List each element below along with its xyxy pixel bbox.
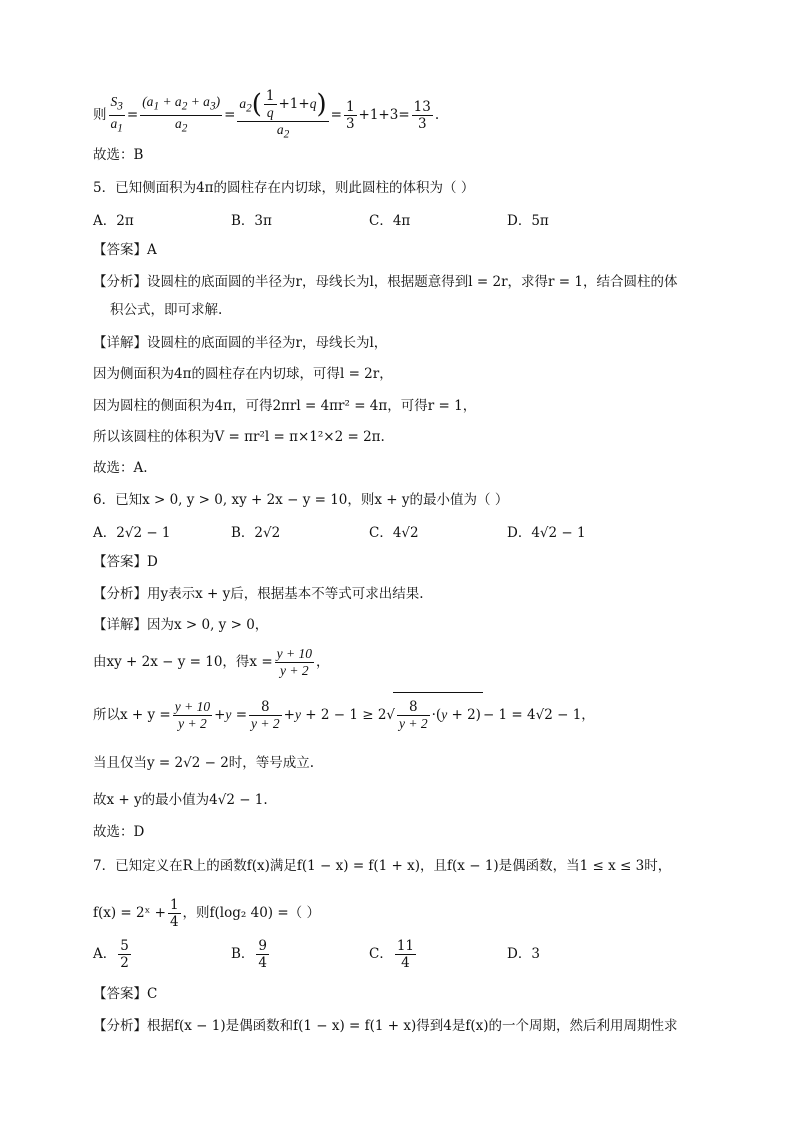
q5-analysis-2: 积公式，即可求解. <box>110 302 223 318</box>
q5-detail-3: 因为圆柱的侧面积为4π，可得2πrl = 4πr² = 4π，可得r = 1， <box>93 398 477 414</box>
prefix-text: 则 <box>93 106 107 123</box>
q5-detail-2: 因为侧面积为4π的圆柱存在内切球，可得l = 2r， <box>93 366 393 382</box>
frac-s3-a1: $\frac{S_3}{a_1}$ <box>110 94 123 135</box>
q7-options <box>93 934 733 974</box>
q7-stem-1: 7．已知定义在R上的函数f(x)满足f(1 − x) = f(1 + x)，且f(x − 1)是偶函数，当1 ≤ x ≤ 3时， <box>93 858 672 874</box>
frac-result: $\frac{13}{3}$ <box>413 98 431 132</box>
formula-s3-ratio: 则 $\frac{S_3}{a_1}$ = $\frac{(a_1 + a_2 + a_3)}{a_2}$ = $a_2$( $\frac{1}{q}$ +1+q) $a_2$ = $\frac{1}{3}$ +1+3= $\frac{13}{3}$ . <box>93 88 440 141</box>
q5-option-c[interactable]: C．4π <box>369 213 411 229</box>
q5-stem: 5．已知侧面积为4π的圆柱存在内切球，则此圆柱的体积为（ ） <box>93 180 475 196</box>
q7-option-a[interactable]: A． $\frac{5}{2}$ <box>93 938 129 971</box>
q6-option-a[interactable]: A．2√2 − 1 <box>93 525 171 541</box>
q7-option-d[interactable]: D．3 <box>507 946 540 962</box>
q5-detail-1: 【详解】设圆柱的底面圆的半径为r，母线长为l， <box>93 335 388 351</box>
q7-analysis: 【分析】根据f(x − 1)是偶函数和f(1 − x) = f(1 + x)得到4是f(x)的一个周期，然后利用周期性求 <box>93 1018 678 1034</box>
q6-detail-5: 故x + y的最小值为4√2 − 1. <box>93 792 268 808</box>
q6-detail-4: 当且仅当y = 2√2 − 2时，等号成立. <box>93 755 315 771</box>
q7-stem-2: f(x) = 2ˣ + $\frac{1}{4}$ ，则f(log₂ 40) =（ ） <box>93 897 320 930</box>
q5-option-d[interactable]: D．5π <box>507 213 549 229</box>
q6-option-d[interactable]: D．4√2 − 1 <box>507 525 586 541</box>
q6-detail-2: 由xy + 2x − y = 10，得x = $\frac{y + 10}{y + 2}$ ， <box>93 646 330 678</box>
q6-option-b[interactable]: B．2√2 <box>231 525 281 541</box>
q7-option-c[interactable]: C． $\frac{11}{4}$ <box>369 938 415 971</box>
q7-answer: 【答案】C <box>93 986 158 1002</box>
q5-analysis-1: 【分析】设圆柱的底面圆的半径为r，母线长为l，根据题意得到l = 2r，求得r = 1，结合圆柱的体 <box>93 274 678 290</box>
q6-stem: 6．已知x > 0, y > 0, xy + 2x − y = 10，则x + y的最小值为（ ） <box>93 492 509 508</box>
q6-analysis: 【分析】用y表示x + y后，根据基本不等式可求出结果. <box>93 586 424 602</box>
q6-detail-3: 所以x + y = $\frac{y + 10}{y + 2}$ +y = $\frac{8}{y + 2}$ +y + 2 − 1 ≥ 2√ $\frac{8}{y + 2}$ ·(y + 2) − 1 = 4√2 − 1， <box>93 692 595 737</box>
q5-option-a[interactable]: A．2π <box>93 213 134 229</box>
q5-choose: 故选：A. <box>93 460 148 476</box>
q6-options <box>93 521 733 541</box>
q7-option-b[interactable]: B． $\frac{9}{4}$ <box>231 938 268 971</box>
q6-answer: 【答案】D <box>93 554 158 570</box>
q5-answer: 【答案】A <box>93 242 157 258</box>
q6-option-c[interactable]: C．4√2 <box>369 525 419 541</box>
choose-b: 故选：B <box>93 147 144 163</box>
q6-detail-1: 【详解】因为x > 0, y > 0， <box>93 617 269 633</box>
q6-choose: 故选：D <box>93 824 145 840</box>
q5-option-b[interactable]: B．3π <box>231 213 272 229</box>
q5-options <box>93 209 733 229</box>
q5-detail-4: 所以该圆柱的体积为V = πr²l = π×1²×2 = 2π. <box>93 429 385 445</box>
frac-q: $a_2$( $\frac{1}{q}$ +1+q) $a_2$ <box>239 88 327 141</box>
frac-sum: $\frac{(a_1 + a_2 + a_3)}{a_2}$ <box>142 94 221 135</box>
